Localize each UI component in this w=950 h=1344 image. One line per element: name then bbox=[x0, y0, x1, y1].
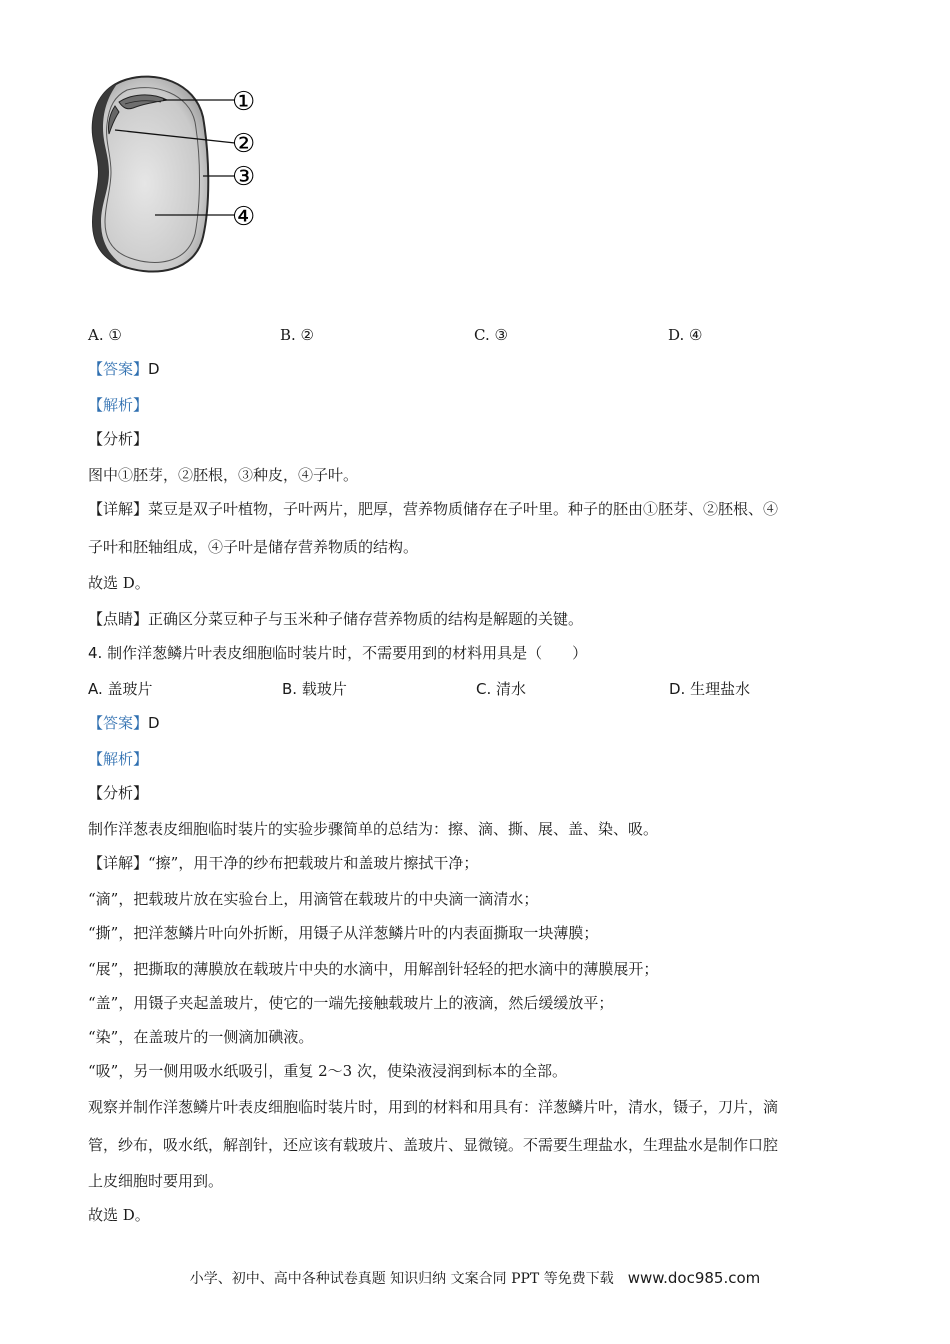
q3-option-a: A. ① bbox=[88, 326, 122, 344]
q4-step-6: “染”，在盖玻片的一侧滴加碘液。 bbox=[88, 1028, 314, 1046]
q3-xiangjie-line1 bbox=[88, 498, 778, 520]
answer-tag: 【答案】 bbox=[88, 714, 149, 732]
answer-tag: 【答案】 bbox=[88, 360, 149, 378]
q4-step-5: “盖”，用镊子夹起盖玻片，使它的一端先接触载玻片上的液滴，然后缓缓放平； bbox=[88, 994, 614, 1012]
q4-fenxi-text: 制作洋葱表皮细胞临时装片的实验步骤简单的总结为：擦、滴、撕、展、盖、染、吸。 bbox=[88, 820, 659, 838]
q3-option-d: D. ④ bbox=[668, 326, 703, 344]
figure-label-4: ④ bbox=[232, 202, 256, 232]
question-number: 4. bbox=[88, 644, 103, 662]
q4-step-1: 【详解】“擦”，用干净的纱布把载玻片和盖玻片擦拭干净； bbox=[88, 854, 479, 872]
q4-option-b: B. 载玻片 bbox=[282, 680, 347, 698]
xiangjie-text: 菜豆是双子叶植物，子叶两片，肥厚，营养物质储存在子叶里。种子的胚由①胚芽、②胚根、④ bbox=[148, 500, 779, 518]
bean-seed-figure bbox=[85, 72, 275, 282]
q4-step-3: “撕”，把洋葱鳞片叶向外折断，用镊子从洋葱鳞片叶的内表面撕取一块薄膜； bbox=[88, 924, 599, 942]
q4-options bbox=[88, 678, 868, 700]
q3-fenxi-tag: 【分析】 bbox=[88, 430, 149, 448]
q4-fenxi-tag: 【分析】 bbox=[88, 784, 149, 802]
q4-answer bbox=[88, 712, 160, 734]
q4-step-7: “吸”，另一侧用吸水纸吸引，重复 2～3 次，使染液浸润到标本的全部。 bbox=[88, 1062, 567, 1080]
q3-fenxi-text: 图中①胚芽，②胚根，③种皮，④子叶。 bbox=[88, 466, 359, 484]
page-footer bbox=[0, 1268, 950, 1288]
footer-text: 小学、初中、高中各种试卷真题 知识归纳 文案合同 PPT 等免费下载 bbox=[189, 1271, 614, 1287]
xiangjie-tag: 【详解】 bbox=[88, 500, 149, 518]
q4-step-4: “展”，把撕取的薄膜放在载玻片中央的水滴中，用解剖针轻轻的把水滴中的薄膜展开； bbox=[88, 960, 659, 978]
q3-options bbox=[88, 326, 868, 348]
q3-option-b: B. ② bbox=[280, 326, 315, 344]
question-text: 制作洋葱鳞片叶表皮细胞临时装片时，不需要用到的材料用具是（ ） bbox=[107, 644, 588, 662]
q3-dianjing bbox=[88, 608, 583, 630]
xiangjie-tag: 【详解】 bbox=[88, 854, 149, 872]
figure-label-2: ② bbox=[232, 129, 256, 159]
footer-url[interactable]: www.doc985.com bbox=[627, 1269, 761, 1287]
q4-option-a: A. 盖玻片 bbox=[88, 680, 153, 698]
q4-option-d: D. 生理盐水 bbox=[669, 680, 751, 698]
q3-answer bbox=[88, 358, 160, 380]
q3-jiexi-tag: 【解析】 bbox=[88, 396, 149, 414]
q4-option-c: C. 清水 bbox=[476, 680, 527, 698]
q4-summary-1: 观察并制作洋葱鳞片叶表皮细胞临时装片时，用到的材料和用具有：洋葱鳞片叶，清水，镊子，刀片，滴 bbox=[88, 1098, 779, 1116]
figure-label-3: ③ bbox=[232, 162, 256, 192]
q4-summary-2: 管，纱布，吸水纸，解剖针，还应该有载玻片、盖玻片、显微镜。不需要生理盐水，生理盐水是制作口腔 bbox=[88, 1136, 779, 1154]
dianjing-tag: 【点睛】 bbox=[88, 610, 149, 628]
q3-option-c: C. ③ bbox=[474, 326, 508, 344]
q4-conclusion: 故选 D。 bbox=[88, 1206, 150, 1224]
answer-value: D bbox=[148, 714, 160, 732]
q3-xiangjie-line2: 子叶和胚轴组成，④子叶是储存营养物质的结构。 bbox=[88, 538, 419, 556]
answer-value: D bbox=[148, 360, 160, 378]
q3-conclusion: 故选 D。 bbox=[88, 574, 150, 592]
q4-summary-3: 上皮细胞时要用到。 bbox=[88, 1172, 224, 1190]
figure-label-1: ① bbox=[232, 87, 256, 117]
dianjing-text: 正确区分菜豆种子与玉米种子储存营养物质的结构是解题的关键。 bbox=[148, 610, 584, 628]
q4-step-2: “滴”，把载玻片放在实验台上，用滴管在载玻片的中央滴一滴清水； bbox=[88, 890, 539, 908]
q4-stem bbox=[88, 642, 587, 664]
q4-jiexi-tag: 【解析】 bbox=[88, 750, 149, 768]
